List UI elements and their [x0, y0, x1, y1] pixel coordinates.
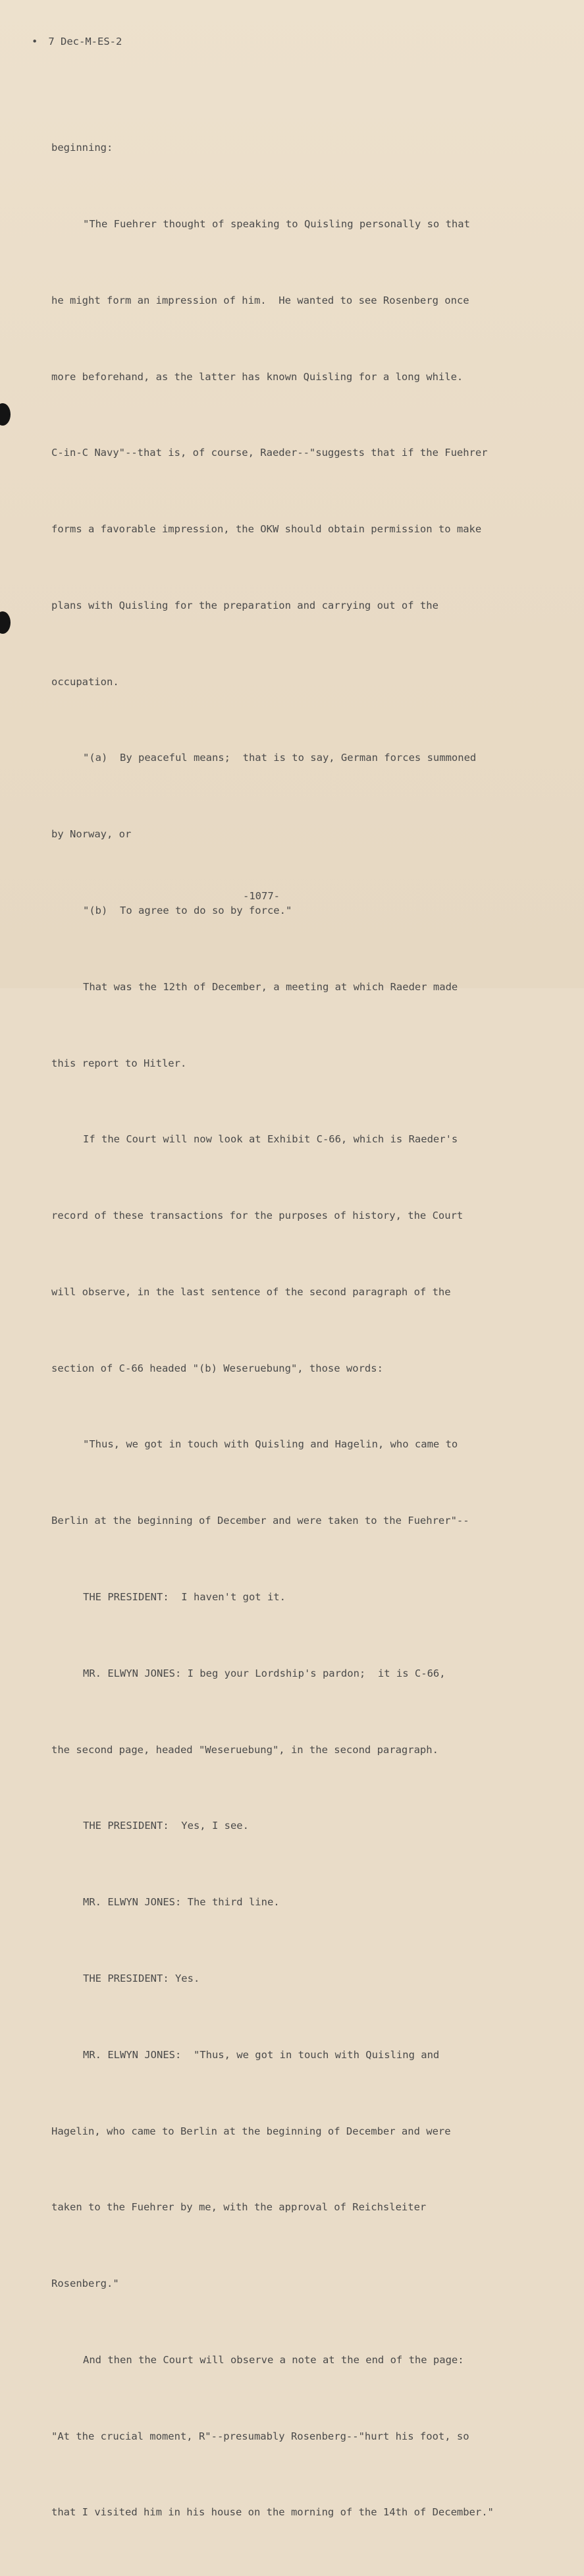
binder-hole — [0, 611, 11, 634]
text-line: will observe, in the last sentence of the second paragraph of the — [51, 1285, 451, 1298]
page-number: -1077- — [243, 890, 280, 902]
text-line: beginning: — [51, 142, 113, 154]
text-line: he might form an impression of him. He wanted to see Rosenberg once — [51, 294, 469, 306]
text-line: section of C-66 headed "(b) Weseruebung", those words: — [51, 1362, 383, 1374]
text-line: taken to the Fuehrer by me, with the approval of Reichsleiter — [51, 2201, 427, 2214]
text-line: by Norway, or — [51, 828, 132, 841]
text-line: C-in-C Navy"--that is, of course, Raeder--"suggests that if the Fuehrer — [51, 447, 488, 459]
text-line: record of these transactions for the purposes of history, the Court — [51, 1210, 464, 1222]
text-line: "At the crucial moment, R"--presumably Rosenberg--"hurt his foot, so — [51, 2430, 469, 2442]
text-line: That was the 12th of December, a meeting at which Raeder made — [83, 980, 458, 993]
text-line: THE PRESIDENT: Yes. — [83, 1972, 200, 1984]
binder-hole — [0, 403, 11, 426]
text-line: THE PRESIDENT: Yes, I see. — [83, 1820, 249, 1832]
text-line: plans with Quisling for the preparation and carrying out of the — [51, 599, 438, 611]
text-line: this report to Hitler. — [51, 1057, 187, 1069]
text-line: THE PRESIDENT: I haven't got it. — [83, 1591, 286, 1604]
text-line: forms a favorable impression, the OKW should obtain permission to make — [51, 523, 482, 536]
text-line: occupation. — [51, 675, 119, 688]
text-line: Hagelin, who came to Berlin at the beginning of December and were — [51, 2125, 451, 2137]
text-line: "(b) To agree to do so by force." — [83, 905, 292, 916]
text-line: And then the Court will observe a note at the end of the page: — [83, 2353, 464, 2366]
page-header — [32, 36, 122, 47]
transcript-body — [51, 84, 512, 2576]
header-bullet: • — [32, 36, 38, 47]
text-line: Rosenberg." — [51, 2278, 119, 2290]
text-line: MR. ELWYN JONES: I beg your Lordship's pardon; it is C-66, — [83, 1667, 446, 1679]
text-line: "(a) By peaceful means; that is to say, German forces summoned — [83, 752, 477, 764]
text-line: MR. ELWYN JONES: The third line. — [83, 1896, 280, 1909]
text-line: If the Court will now look at Exhibit C-66, which is Raeder's — [83, 1133, 458, 1146]
text-line: more beforehand, as the latter has known Quisling for a long while. — [51, 370, 464, 383]
text-line: "The Fuehrer thought of speaking to Quisling personally so that — [83, 217, 470, 230]
header-reference: 7 Dec-M-ES-2 — [48, 36, 122, 47]
text-line: the second page, headed "Weseruebung", in the second paragraph. — [51, 1743, 438, 1756]
text-line: "Thus, we got in touch with Quisling and Hagelin, who came to — [83, 1438, 458, 1451]
text-line: MR. ELWYN JONES: "Thus, we got in touch with Quisling and — [83, 2048, 440, 2061]
text-line: Berlin at the beginning of December and were taken to the Fuehrer"-- — [51, 1515, 469, 1527]
text-line: that I visited him in his house on the morning of the 14th of December." — [51, 2506, 494, 2519]
